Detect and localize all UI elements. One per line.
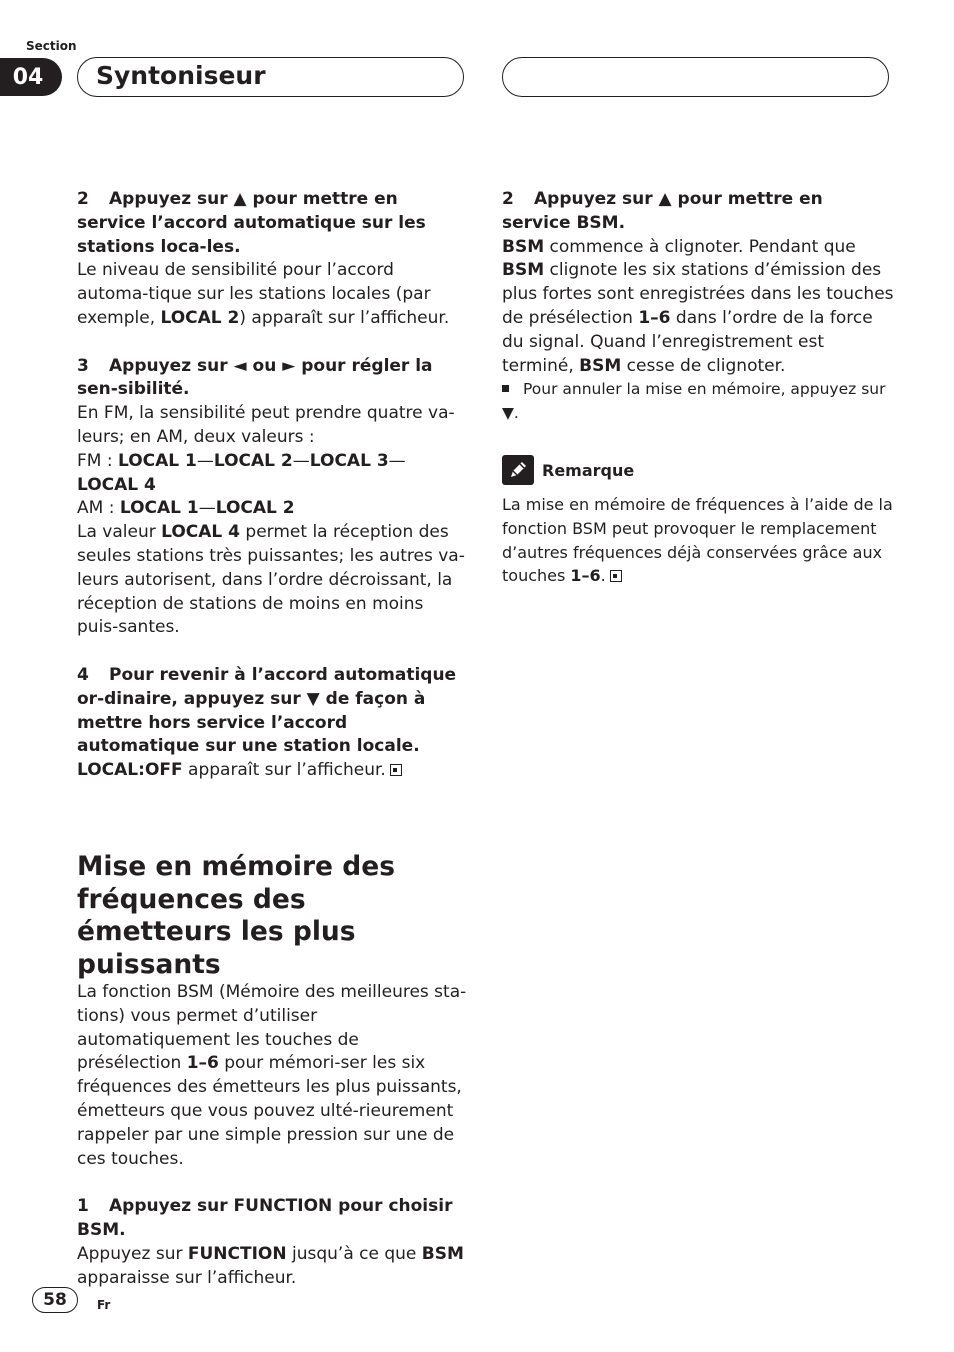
right-column — [502, 188, 894, 426]
bsm-section — [77, 851, 467, 1290]
bsm-step-2-title: 2 Appuyez sur ▲ pour mettre en service BSM. — [502, 189, 823, 233]
step-4-title: 4 Pour revenir à l’accord automatique or-dinaire, appuyez sur ▼ de façon à mettre hors service l’accord automatique sur une station locale. — [77, 664, 457, 757]
note-box — [502, 455, 894, 588]
bsm-intro: La fonction BSM (Mémoire des meilleures sta-tions) vous permet d’utiliser automatiquement les touches de présélection 1–6 pour mémori-ser les six fréquences des émetteurs les plus puissants, émetteurs que vous pouvez ulté-rieurement rappeler par une simple pression sur une de ces touches. — [77, 982, 467, 1169]
bullet-square-icon — [502, 385, 509, 392]
page-number: 58 — [32, 1287, 78, 1313]
section-number: 04 — [0, 58, 62, 96]
end-mark-icon — [610, 570, 622, 582]
bsm-step-1-title: 1 Appuyez sur FUNCTION pour choisir BSM. — [77, 1196, 453, 1240]
bsm-step-2-body: BSM commence à clignoter. Pendant que BSM clignote les six stations d’émission des plus fortes sont enregistrées dans les touches de présélection 1–6 dans l’ordre de la force du signal. Quand l’enregistrement est terminé, BSM cesse de clignoter. — [502, 236, 894, 376]
fm-values: FM : LOCAL 1—LOCAL 2—LOCAL 3— LOCAL 4 — [77, 450, 406, 495]
section-heading: Mise en mémoire des fréquences des émetteurs les plus puissants — [77, 851, 395, 980]
section-label: Section — [26, 39, 77, 53]
left-column — [77, 188, 467, 783]
end-mark-icon — [390, 764, 402, 776]
pencil-icon — [502, 455, 534, 485]
page-title: Syntoniseur — [96, 61, 266, 90]
note-label: Remarque — [542, 460, 635, 480]
step-2-title: 2 Appuyez sur ▲ pour mettre en service l’accord automatique sur les stations loca-les. — [77, 189, 426, 257]
language-code: Fr — [97, 1298, 111, 1312]
cancel-bullet: Pour annuler la mise en mémoire, appuyez sur ▼. — [502, 380, 886, 423]
right-title-frame — [502, 57, 889, 97]
step-4-body: LOCAL:OFF apparaît sur l’afficheur. — [77, 759, 467, 783]
note-text: La mise en mémoire de fréquences à l’aide de la fonction BSM peut provoquer le remplacement d’autres fréquences déjà conservées grâce aux touches 1–6. — [502, 495, 893, 586]
step-3-body: En FM, la sensibilité peut prendre quatre va-leurs; en AM, deux valeurs : — [77, 403, 455, 447]
step-3-title: 3 Appuyez sur ◄ ou ► pour régler la sen-sibilité. — [77, 355, 433, 400]
local4-explanation: La valeur LOCAL 4 permet la réception des seules stations très puissantes; les autres va-leurs autorisent, dans l’ordre décroissant, la réception de stations de moins en moins puis-santes. — [77, 522, 465, 638]
am-values: AM : LOCAL 1—LOCAL 2 — [77, 498, 295, 519]
bsm-step-1-body: Appuyez sur FUNCTION jusqu’à ce que BSM apparaisse sur l’afficheur. — [77, 1243, 464, 1288]
step-2-body: Le niveau de sensibilité pour l’accord automa-tique sur les stations locales (par exemple, LOCAL 2) apparaît sur l’afficheur. — [77, 260, 450, 328]
